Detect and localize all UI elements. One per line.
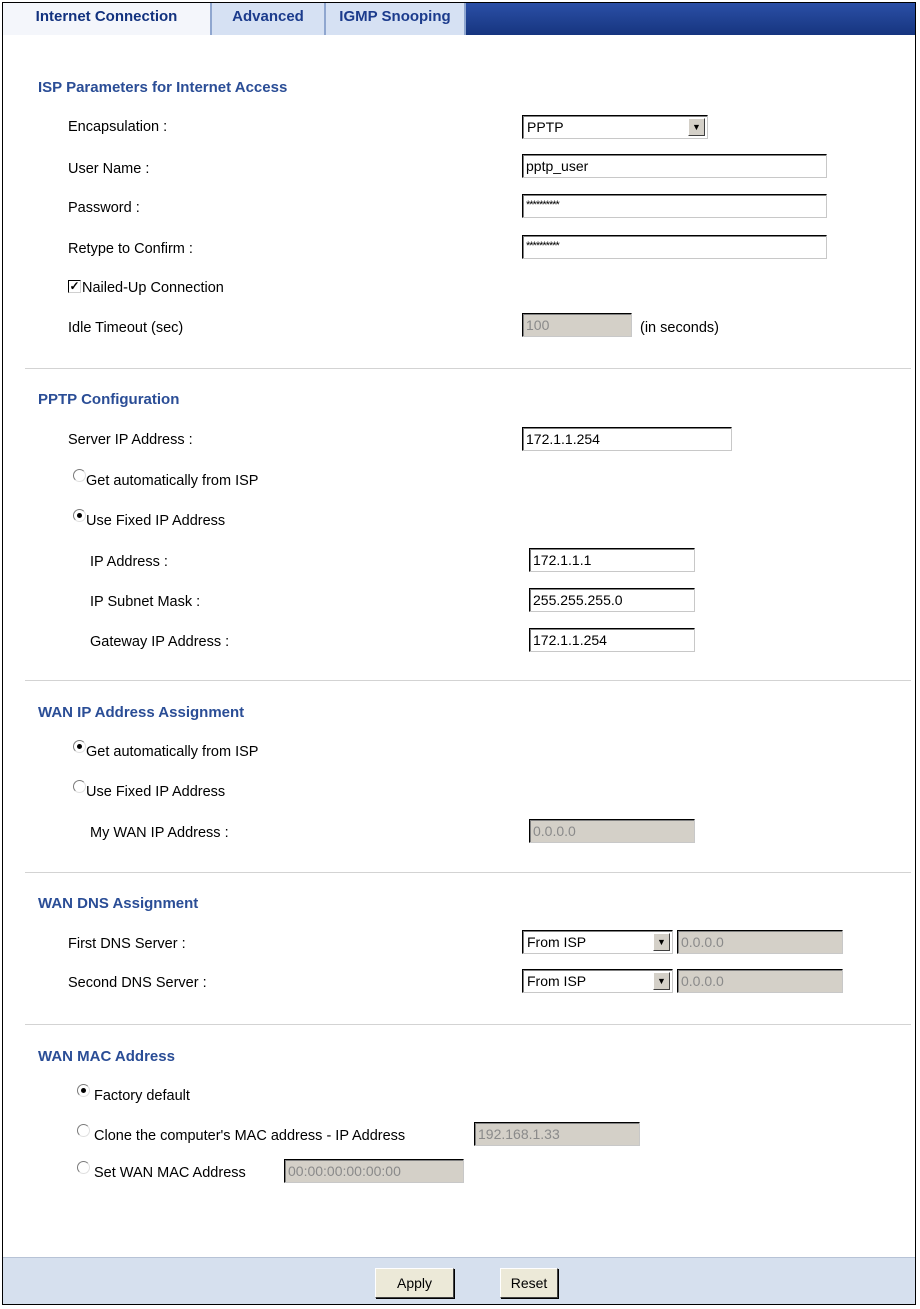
first-dns-mode-select[interactable] bbox=[522, 930, 673, 954]
second-dns-mode-select[interactable] bbox=[522, 969, 673, 993]
nailed-up-checkbox[interactable]: ✓ bbox=[69, 279, 80, 293]
gateway-ip-label: Gateway IP Address : bbox=[90, 634, 230, 650]
mac-factory-radio[interactable] bbox=[77, 1084, 90, 1097]
mac-set-label: Set WAN MAC Address bbox=[94, 1165, 246, 1181]
ip-address-input[interactable] bbox=[529, 548, 695, 572]
separator bbox=[25, 368, 911, 369]
retype-password-input[interactable]: ********** bbox=[522, 235, 827, 259]
first-dns-mode-value: From ISP bbox=[527, 934, 587, 950]
tab-advanced[interactable]: Advanced bbox=[212, 3, 326, 35]
isp-section-title: ISP Parameters for Internet Access bbox=[38, 79, 288, 96]
subnet-mask-label: IP Subnet Mask : bbox=[90, 594, 201, 610]
mac-section-title: WAN MAC Address bbox=[38, 1048, 175, 1065]
my-wan-ip-label: My WAN IP Address : bbox=[90, 825, 229, 841]
username-input[interactable] bbox=[522, 154, 827, 178]
apply-button[interactable]: Apply bbox=[375, 1268, 454, 1298]
first-dns-input[interactable] bbox=[677, 930, 843, 954]
password-label: Password : bbox=[68, 200, 140, 216]
second-dns-mode-value: From ISP bbox=[527, 973, 587, 989]
ip-address-label: IP Address : bbox=[90, 554, 168, 570]
encapsulation-value: PPTP bbox=[527, 119, 564, 135]
server-ip-input[interactable] bbox=[522, 427, 732, 451]
second-dns-input[interactable] bbox=[677, 969, 843, 993]
retype-label: Retype to Confirm : bbox=[68, 241, 193, 257]
password-input[interactable]: ********** bbox=[522, 194, 827, 218]
server-ip-label: Server IP Address : bbox=[68, 432, 193, 448]
idle-timeout-input[interactable] bbox=[522, 313, 632, 337]
separator bbox=[25, 680, 911, 681]
wan-ip-auto-label: Get automatically from ISP bbox=[86, 744, 259, 760]
mac-set-radio[interactable] bbox=[77, 1161, 90, 1174]
pptp-fixed-label: Use Fixed IP Address bbox=[86, 513, 226, 529]
tab-internet-connection[interactable]: Internet Connection bbox=[3, 3, 212, 35]
wan-ip-section-title: WAN IP Address Assignment bbox=[38, 704, 245, 721]
wan-mac-input[interactable] bbox=[284, 1159, 464, 1183]
gateway-ip-input[interactable] bbox=[529, 628, 695, 652]
idle-timeout-label: Idle Timeout (sec) bbox=[68, 320, 184, 336]
separator bbox=[25, 1024, 911, 1025]
encapsulation-select[interactable] bbox=[522, 115, 708, 139]
my-wan-ip-input[interactable] bbox=[529, 819, 695, 843]
dns-section-title: WAN DNS Assignment bbox=[38, 895, 199, 912]
settings-panel bbox=[2, 2, 916, 1305]
pptp-section-title: PPTP Configuration bbox=[38, 391, 180, 408]
idle-timeout-unit: (in seconds) bbox=[640, 320, 719, 336]
wan-ip-fixed-radio[interactable] bbox=[73, 780, 86, 793]
tab-bar bbox=[3, 3, 915, 35]
first-dns-label: First DNS Server : bbox=[68, 936, 186, 952]
subnet-mask-input[interactable] bbox=[529, 588, 695, 612]
nailed-up-label: Nailed-Up Connection bbox=[82, 280, 224, 296]
second-dns-label: Second DNS Server : bbox=[68, 975, 207, 991]
pptp-auto-label: Get automatically from ISP bbox=[86, 473, 259, 489]
clone-ip-input[interactable] bbox=[474, 1122, 640, 1146]
username-label: User Name : bbox=[68, 161, 150, 177]
chevron-down-icon: ▼ bbox=[653, 933, 670, 951]
chevron-down-icon: ▼ bbox=[653, 972, 670, 990]
mac-factory-label: Factory default bbox=[94, 1088, 190, 1104]
separator bbox=[25, 872, 911, 873]
wan-ip-auto-radio[interactable] bbox=[73, 740, 86, 753]
footer-bar bbox=[3, 1257, 915, 1305]
pptp-fixed-radio[interactable] bbox=[73, 509, 86, 522]
mac-clone-radio[interactable] bbox=[77, 1124, 90, 1137]
wan-ip-fixed-label: Use Fixed IP Address bbox=[86, 784, 226, 800]
tab-igmp-snooping[interactable]: IGMP Snooping bbox=[326, 3, 466, 35]
chevron-down-icon: ▼ bbox=[688, 118, 705, 136]
mac-clone-label: Clone the computer's MAC address - IP Address bbox=[94, 1128, 406, 1144]
encapsulation-label: Encapsulation : bbox=[68, 119, 168, 135]
pptp-auto-radio[interactable] bbox=[73, 469, 86, 482]
reset-button[interactable]: Reset bbox=[500, 1268, 558, 1298]
